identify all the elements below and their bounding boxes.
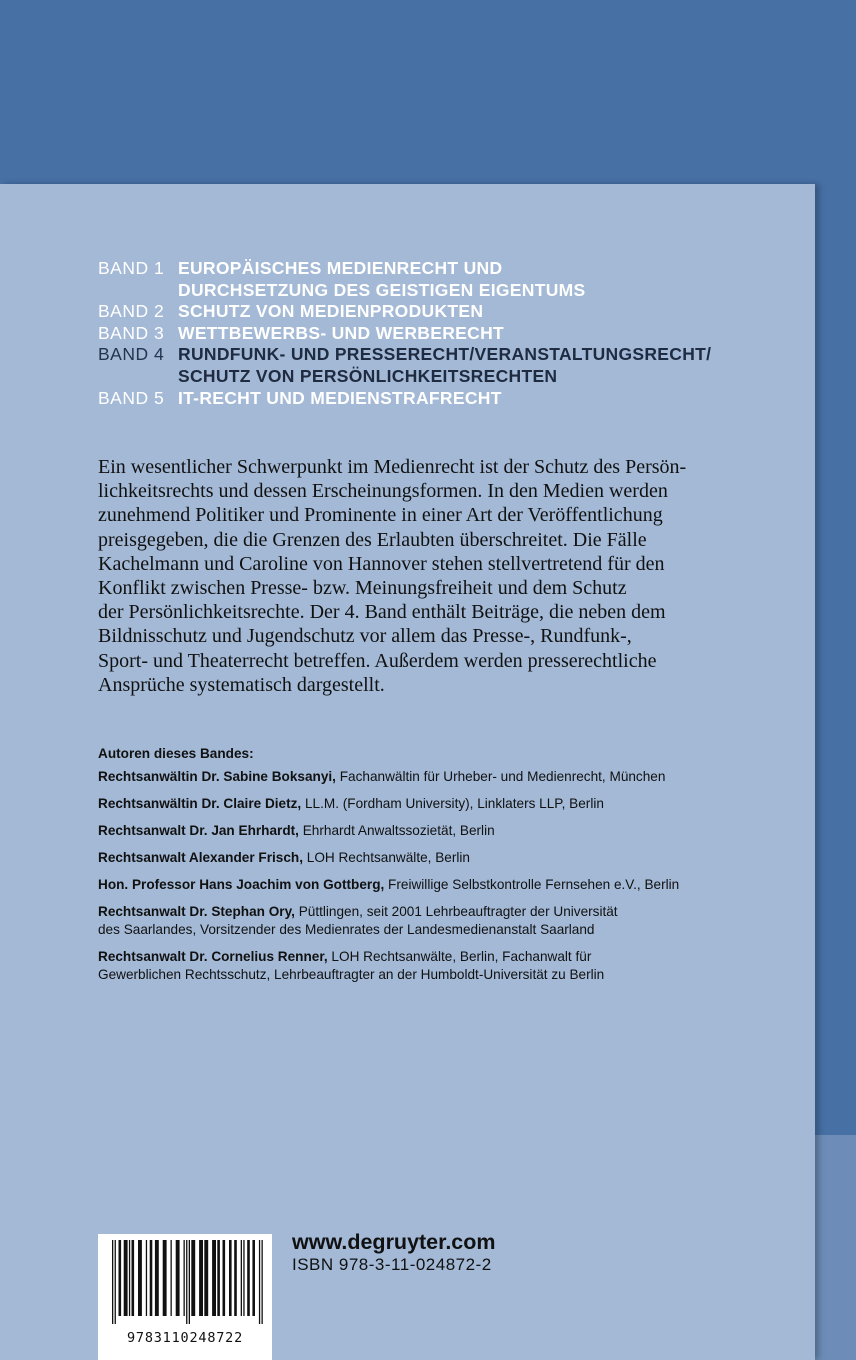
barcode-bar <box>119 1240 122 1316</box>
barcode-bar <box>163 1240 167 1316</box>
barcode-bar <box>229 1240 232 1316</box>
barcode-bar <box>252 1240 255 1316</box>
series-list <box>98 258 778 409</box>
barcode-bar <box>124 1240 128 1316</box>
barcode-bar <box>186 1240 187 1324</box>
author-details: Püttlingen, seit 2001 Lehrbeauftragter der Universität <box>294 904 618 919</box>
series-item-current <box>98 344 778 387</box>
barcode-bar <box>199 1240 203 1316</box>
description-line: Konflikt zwischen Presse- bzw. Meinungsfreiheit und dem Schutz <box>98 577 627 600</box>
publisher-url[interactable]: www.degruyter.com <box>292 1230 496 1254</box>
description-line: Kachelmann und Caroline von Hannover stehen stellvertretend für den <box>98 552 665 575</box>
description-line: Sport- und Theaterrecht betreffen. Außerdem werden presserechtliche <box>98 649 657 672</box>
band-label: BAND 3 <box>98 322 165 343</box>
isbn-number: ISBN 978-3-11-024872-2 <box>292 1255 492 1274</box>
series-item <box>98 388 778 410</box>
description-line: Ansprüche systematisch dargestellt. <box>98 673 385 696</box>
barcode-bar <box>247 1240 250 1316</box>
description-line: der Persönlichkeitsrechte. Der 4. Band enthält Beiträge, die neben dem <box>98 601 666 624</box>
author-details: Fachanwältin für Urheber- und Medienrecht, München <box>335 769 666 784</box>
author-entry <box>98 849 738 867</box>
barcode-bar <box>241 1240 242 1316</box>
description-line: Ein wesentlicher Schwerpunkt im Medienrecht ist der Schutz des Persön- <box>98 456 687 478</box>
author-details-continued: des Saarlandes, Vorsitzender des Medienrates der Landesmedienanstalt Saarland <box>98 922 595 937</box>
description-line: lichkeitsrechts und dessen Erscheinungsformen. In den Medien werden <box>98 480 668 503</box>
barcode-bar <box>262 1240 263 1324</box>
author-entry <box>98 948 738 984</box>
barcode-bar <box>132 1240 135 1316</box>
author-name: Rechtsanwalt Alexander Frisch, <box>98 850 303 865</box>
band-label: BAND 5 <box>98 387 165 408</box>
barcode-bar <box>155 1240 159 1316</box>
band-title: EUROPÄISCHES MEDIENRECHT UND DURCHSETZUNG DES GEISTIGEN EIGENTUMS <box>178 258 586 300</box>
barcode-bar <box>217 1240 220 1316</box>
authors-section <box>98 745 738 993</box>
barcode-bar <box>115 1240 116 1324</box>
author-line <box>98 903 738 921</box>
author-line <box>98 795 738 813</box>
author-details: LL.M. (Fordham University), Linklaters LLP, Berlin <box>301 796 604 811</box>
author-line <box>98 822 738 840</box>
band-title: RUNDFUNK- UND PRESSERECHT/VERANSTALTUNGSRECHT/ SCHUTZ VON PERSÖNLICHKEITSRECHTEN <box>178 344 712 386</box>
author-entry <box>98 903 738 939</box>
band-label: BAND 2 <box>98 301 165 322</box>
band-label: BAND 4 <box>98 344 165 365</box>
barcode-bar <box>189 1240 190 1324</box>
author-entry <box>98 768 738 786</box>
author-name: Rechtsanwalt Dr. Cornelius Renner, <box>98 949 328 964</box>
barcode-bar <box>150 1240 153 1316</box>
author-details: LOH Rechtsanwälte, Berlin <box>302 850 470 865</box>
author-entry <box>98 795 738 813</box>
band-title: WETTBEWERBS- UND WERBERECHT <box>178 322 504 343</box>
authors-heading: Autoren dieses Bandes: <box>98 746 254 761</box>
description-line: Bildnisschutz und Jugendschutz vor allem das Presse-, Rundfunk-, <box>98 625 632 648</box>
author-line <box>98 768 738 786</box>
barcode-bar <box>138 1240 142 1316</box>
barcode-bar <box>212 1240 216 1316</box>
author-entry <box>98 876 738 894</box>
barcode-bar <box>176 1240 180 1316</box>
description-line: zunehmend Politiker und Prominente in einer Art der Veröffentlichung <box>98 504 663 527</box>
band-title: SCHUTZ VON MEDIENPRODUKTEN <box>178 301 484 322</box>
series-item <box>98 258 778 301</box>
barcode-bar <box>243 1240 244 1316</box>
author-name: Rechtsanwalt Dr. Jan Ehrhardt, <box>98 823 299 838</box>
barcode-bar <box>112 1240 113 1324</box>
author-details: Freiwillige Selbstkontrolle Fernsehen e.V., Berlin <box>384 877 680 892</box>
barcode-bar <box>259 1240 260 1324</box>
description-paragraph <box>98 455 718 697</box>
author-details-continued: Gewerblichen Rechtsschutz, Lehrbeauftragter an der Humboldt-Universität zu Berlin <box>98 967 605 982</box>
author-details: LOH Rechtsanwälte, Berlin, Fachanwalt für <box>327 949 592 964</box>
band-title: IT-RECHT UND MEDIENSTRAFRECHT <box>178 387 502 408</box>
author-name: Rechtsanwalt Dr. Stephan Ory, <box>98 904 295 919</box>
series-item <box>98 301 778 323</box>
barcode-bars <box>98 1234 272 1330</box>
barcode-bar <box>184 1240 185 1316</box>
author-line <box>98 876 738 894</box>
author-details: Ehrhardt Anwaltssozietät, Berlin <box>298 823 495 838</box>
author-name: Rechtsanwältin Dr. Sabine Boksanyi, <box>98 769 336 784</box>
band-label: BAND 1 <box>98 258 165 278</box>
barcode-bar <box>191 1240 195 1316</box>
barcode-bar <box>146 1240 147 1316</box>
description-line: preisgegeben, die die Grenzen des Erlaubten überschreitet. Die Fälle <box>98 528 647 551</box>
author-name: Rechtsanwältin Dr. Claire Dietz, <box>98 796 302 811</box>
author-line <box>98 948 738 966</box>
isbn-barcode <box>98 1234 272 1360</box>
barcode-bar <box>234 1240 237 1316</box>
author-line <box>98 849 738 867</box>
barcode-bar <box>204 1240 208 1316</box>
series-item <box>98 323 778 345</box>
barcode-bar <box>171 1240 172 1316</box>
barcode-bar <box>129 1240 130 1316</box>
author-entry <box>98 822 738 840</box>
barcode-bar <box>223 1240 226 1316</box>
barcode-digits: 9783110248722 <box>126 1330 244 1346</box>
author-name: Hon. Professor Hans Joachim von Gottberg, <box>98 877 385 892</box>
